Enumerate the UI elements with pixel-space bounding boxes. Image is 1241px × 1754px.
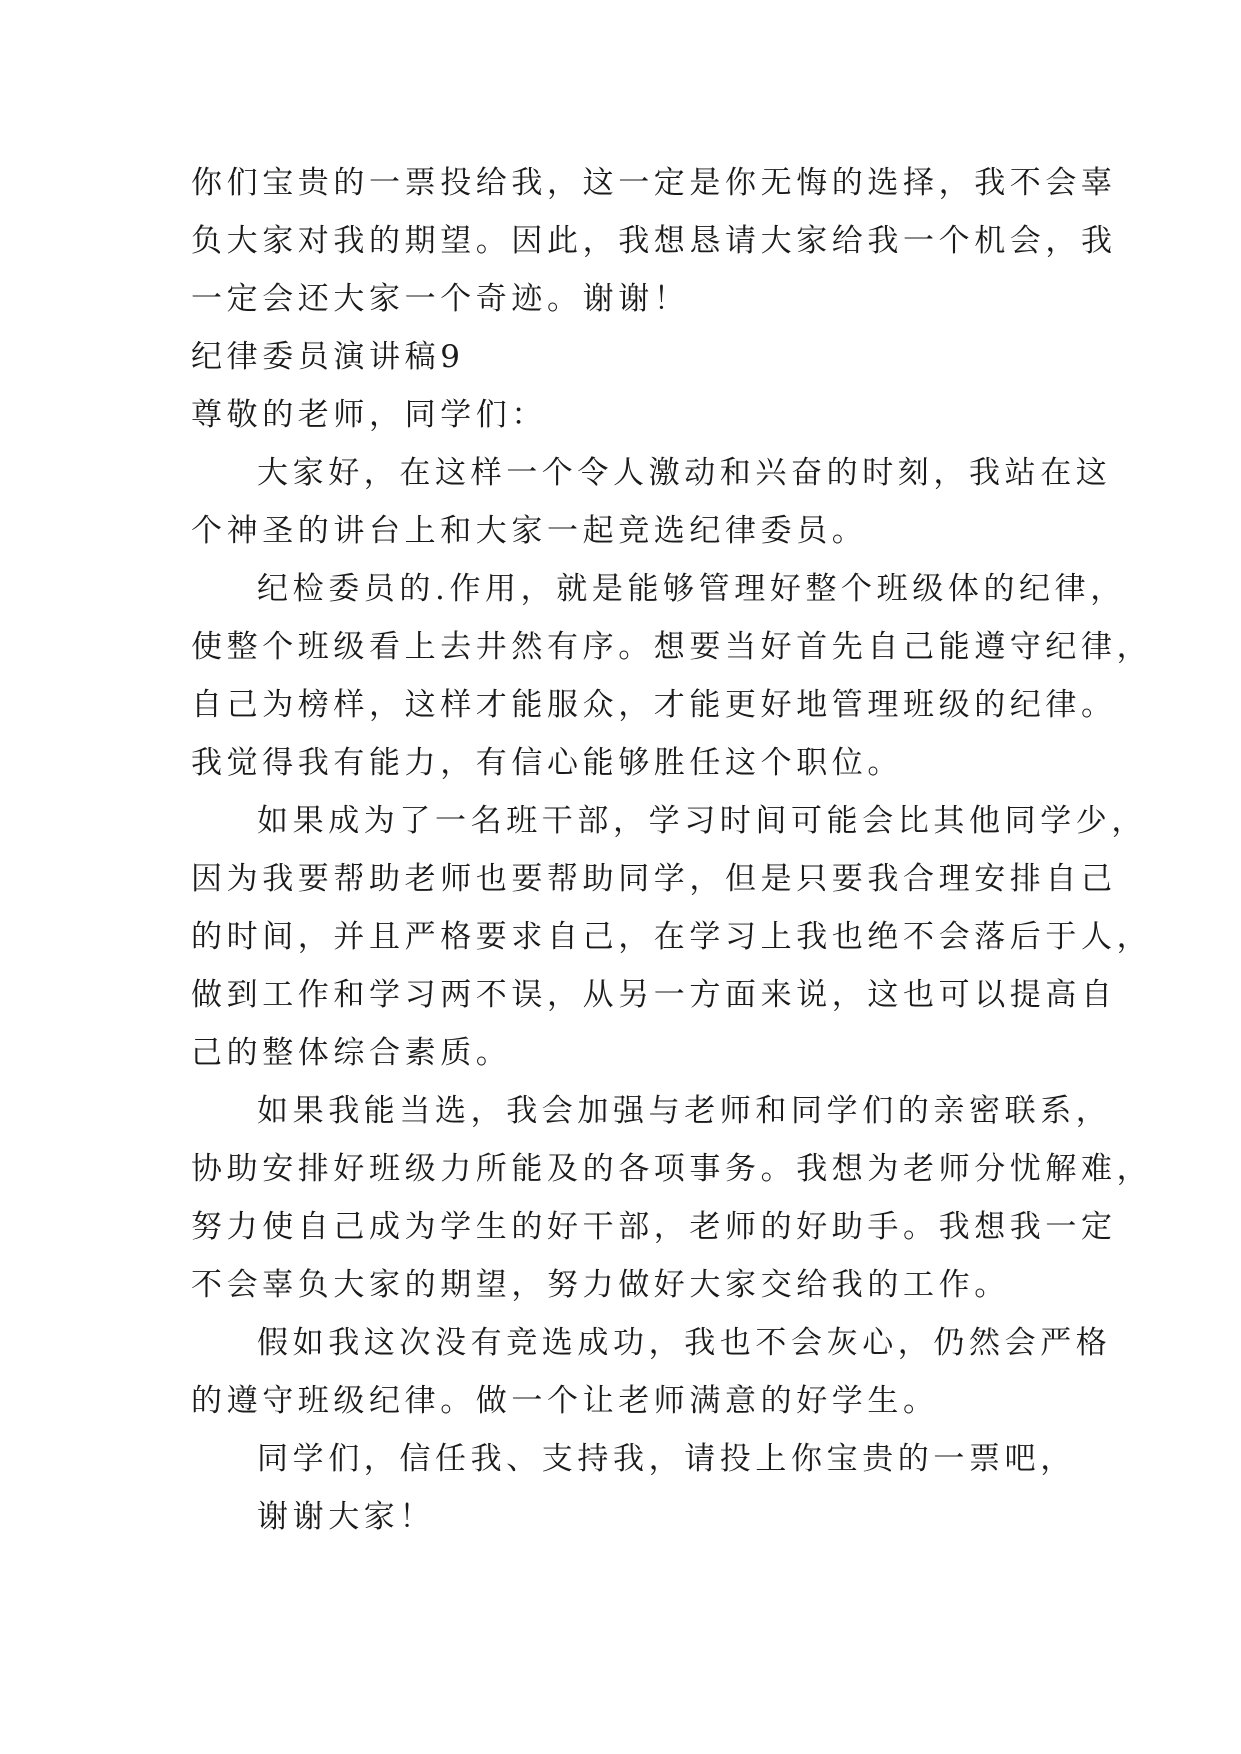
text-line: 个神圣的讲台上和大家一起竞选纪律委员。 — [191, 513, 868, 549]
paragraph-start: 如果成为了一名班干部，学习时间可能会比其他同学少， — [257, 803, 1147, 839]
text-line: 使整个班级看上去井然有序。想要当好首先自己能遵守纪律， — [191, 629, 1153, 665]
section-heading: 纪律委员演讲稿9 — [191, 339, 465, 375]
paragraph-start: 同学们，信任我、支持我，请投上你宝贵的一票吧， — [257, 1441, 1076, 1477]
text-line: 努力使自己成为学生的好干部，老师的好助手。我想我一定 — [191, 1209, 1117, 1245]
text-line: 不会辜负大家的期望，努力做好大家交给我的工作。 — [191, 1267, 1010, 1303]
text-line: 我觉得我有能力，有信心能够胜任这个职位。 — [191, 745, 903, 781]
text-line: 一定会还大家一个奇迹。谢谢！ — [191, 281, 690, 317]
text-line: 因为我要帮助老师也要帮助同学，但是只要我合理安排自己 — [191, 861, 1117, 897]
text-line: 的时间，并且严格要求自己，在学习上我也绝不会落后于人， — [191, 919, 1153, 955]
text-line: 己的整体综合素质。 — [191, 1035, 512, 1071]
text-line: 的遵守班级纪律。做一个让老师满意的好学生。 — [191, 1383, 939, 1419]
paragraph-start: 大家好，在这样一个令人激动和兴奋的时刻，我站在这 — [257, 455, 1112, 491]
text-line: 你们宝贵的一票投给我，这一定是你无悔的选择，我不会辜 — [191, 165, 1117, 201]
paragraph-start: 假如我这次没有竞选成功，我也不会灰心，仍然会严格 — [257, 1325, 1112, 1361]
salutation: 尊敬的老师，同学们： — [191, 397, 547, 433]
text-line: 协助安排好班级力所能及的各项事务。我想为老师分忧解难， — [191, 1151, 1153, 1187]
paragraph-start: 纪检委员的.作用，就是能够管理好整个班级体的纪律， — [257, 571, 1126, 607]
paragraph-start: 如果我能当选，我会加强与老师和同学们的亲密联系， — [257, 1093, 1112, 1129]
closing-line: 谢谢大家！ — [257, 1499, 435, 1535]
text-line: 做到工作和学习两不误，从另一方面来说，这也可以提高自 — [191, 977, 1117, 1013]
text-line: 自己为榜样，这样才能服众，才能更好地管理班级的纪律。 — [191, 687, 1117, 723]
text-line: 负大家对我的期望。因此，我想恳请大家给我一个机会，我 — [191, 223, 1117, 259]
